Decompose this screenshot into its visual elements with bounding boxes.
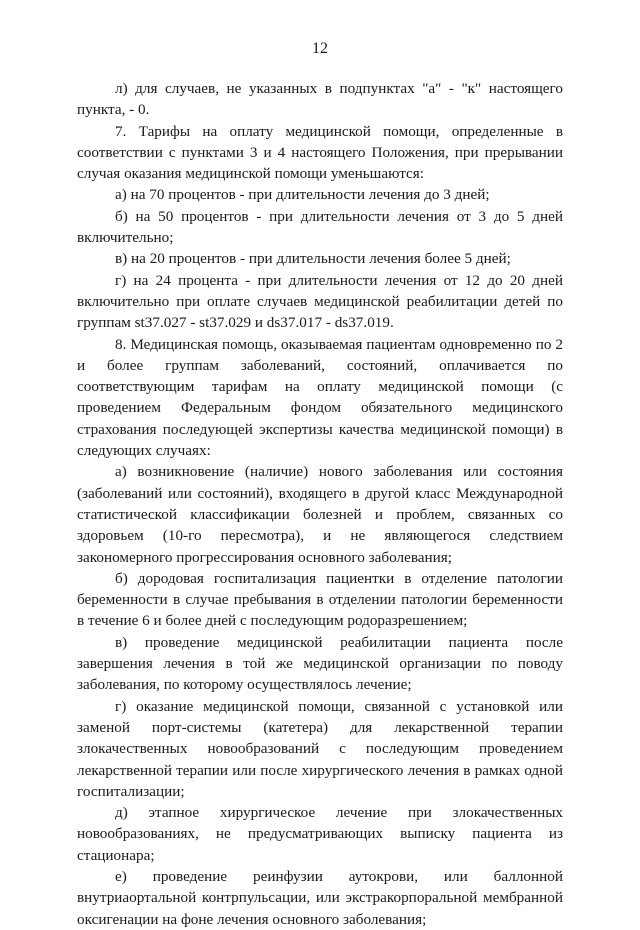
paragraph-l: л) для случаев, не указанных в подпунктах "а" - "к" настоящего пункта, - 0. <box>77 80 563 119</box>
paragraph-8d: д) этапное хирургическое лечение при злокачественных новообразованиях, не предусматривающих выписку пациента из стационара; <box>77 804 563 864</box>
paragraph-8a: а) возникновение (наличие) нового заболевания или состояния (заболеваний или состояний), входящего в другой класс Международной статистической классификации болезней и проблем, связанных со здоровьем (10-го пересмотра), и не являющегося следствием закономерного прогрессирования основного заболевания; <box>77 463 563 566</box>
paragraph-7g: г) на 24 процента - при длительности лечения от 12 до 20 дней включительно при оплате случаев медицинской реабилитации детей по группам st37.027 - st37.029 и ds37.017 - ds37.019. <box>77 271 563 332</box>
paragraph-8v: в) проведение медицинской реабилитации пациента после завершения лечения в той же медицинской организации по поводу заболевания, по которому осуществлялось лечение; <box>77 633 563 694</box>
paragraph-7: 7. Тарифы на оплату медицинской помощи, определенные в соответствии с пунктами 3 и 4 настоящего Положения, при прерывании случая оказания медицинской помощи уменьшаются: <box>77 122 563 183</box>
paragraph-8b: б) дородовая госпитализация пациентки в отделение патологии беременности в случае пребывания в отделении патологии беременности в течение 6 и более дней с последующим родоразрешением; <box>77 569 563 630</box>
paragraph-7b: б) на 50 процентов - при длительности лечения от 3 до 5 дней включительно; <box>77 207 563 247</box>
paragraph-8g: г) оказание медицинской помощи, связанной с установкой или заменой порт-системы (катетера) для лекарственной терапии злокачественных новообразований с последующим проведением лекарственной терапии или после хирургического лечения в рамках одной госпитализации; <box>77 697 563 800</box>
page-number: 12 <box>312 40 328 57</box>
paragraph-7a: а) на 70 процентов - при длительности лечения до 3 дней; <box>115 186 490 204</box>
paragraph-8e: е) проведение реинфузии аутокрови, или баллонной внутриаортальной контрпульсации, или экстракорпоральной мембранной оксигенации на фоне лечения основного заболевания; <box>77 867 563 928</box>
paragraph-8: 8. Медицинская помощь, оказываемая пациентам одновременно по 2 и более группам заболеваний, состояний, оплачивается по соответствующим тарифам на оплату медицинской помощи (с проведением Федеральным фондом обязательного медицинского страхования последующей экспертизы качества медицинской помощи) в следующих случаях: <box>77 335 563 460</box>
paragraph-7v: в) на 20 процентов - при длительности лечения более 5 дней; <box>115 250 511 268</box>
document-body <box>77 78 563 930</box>
